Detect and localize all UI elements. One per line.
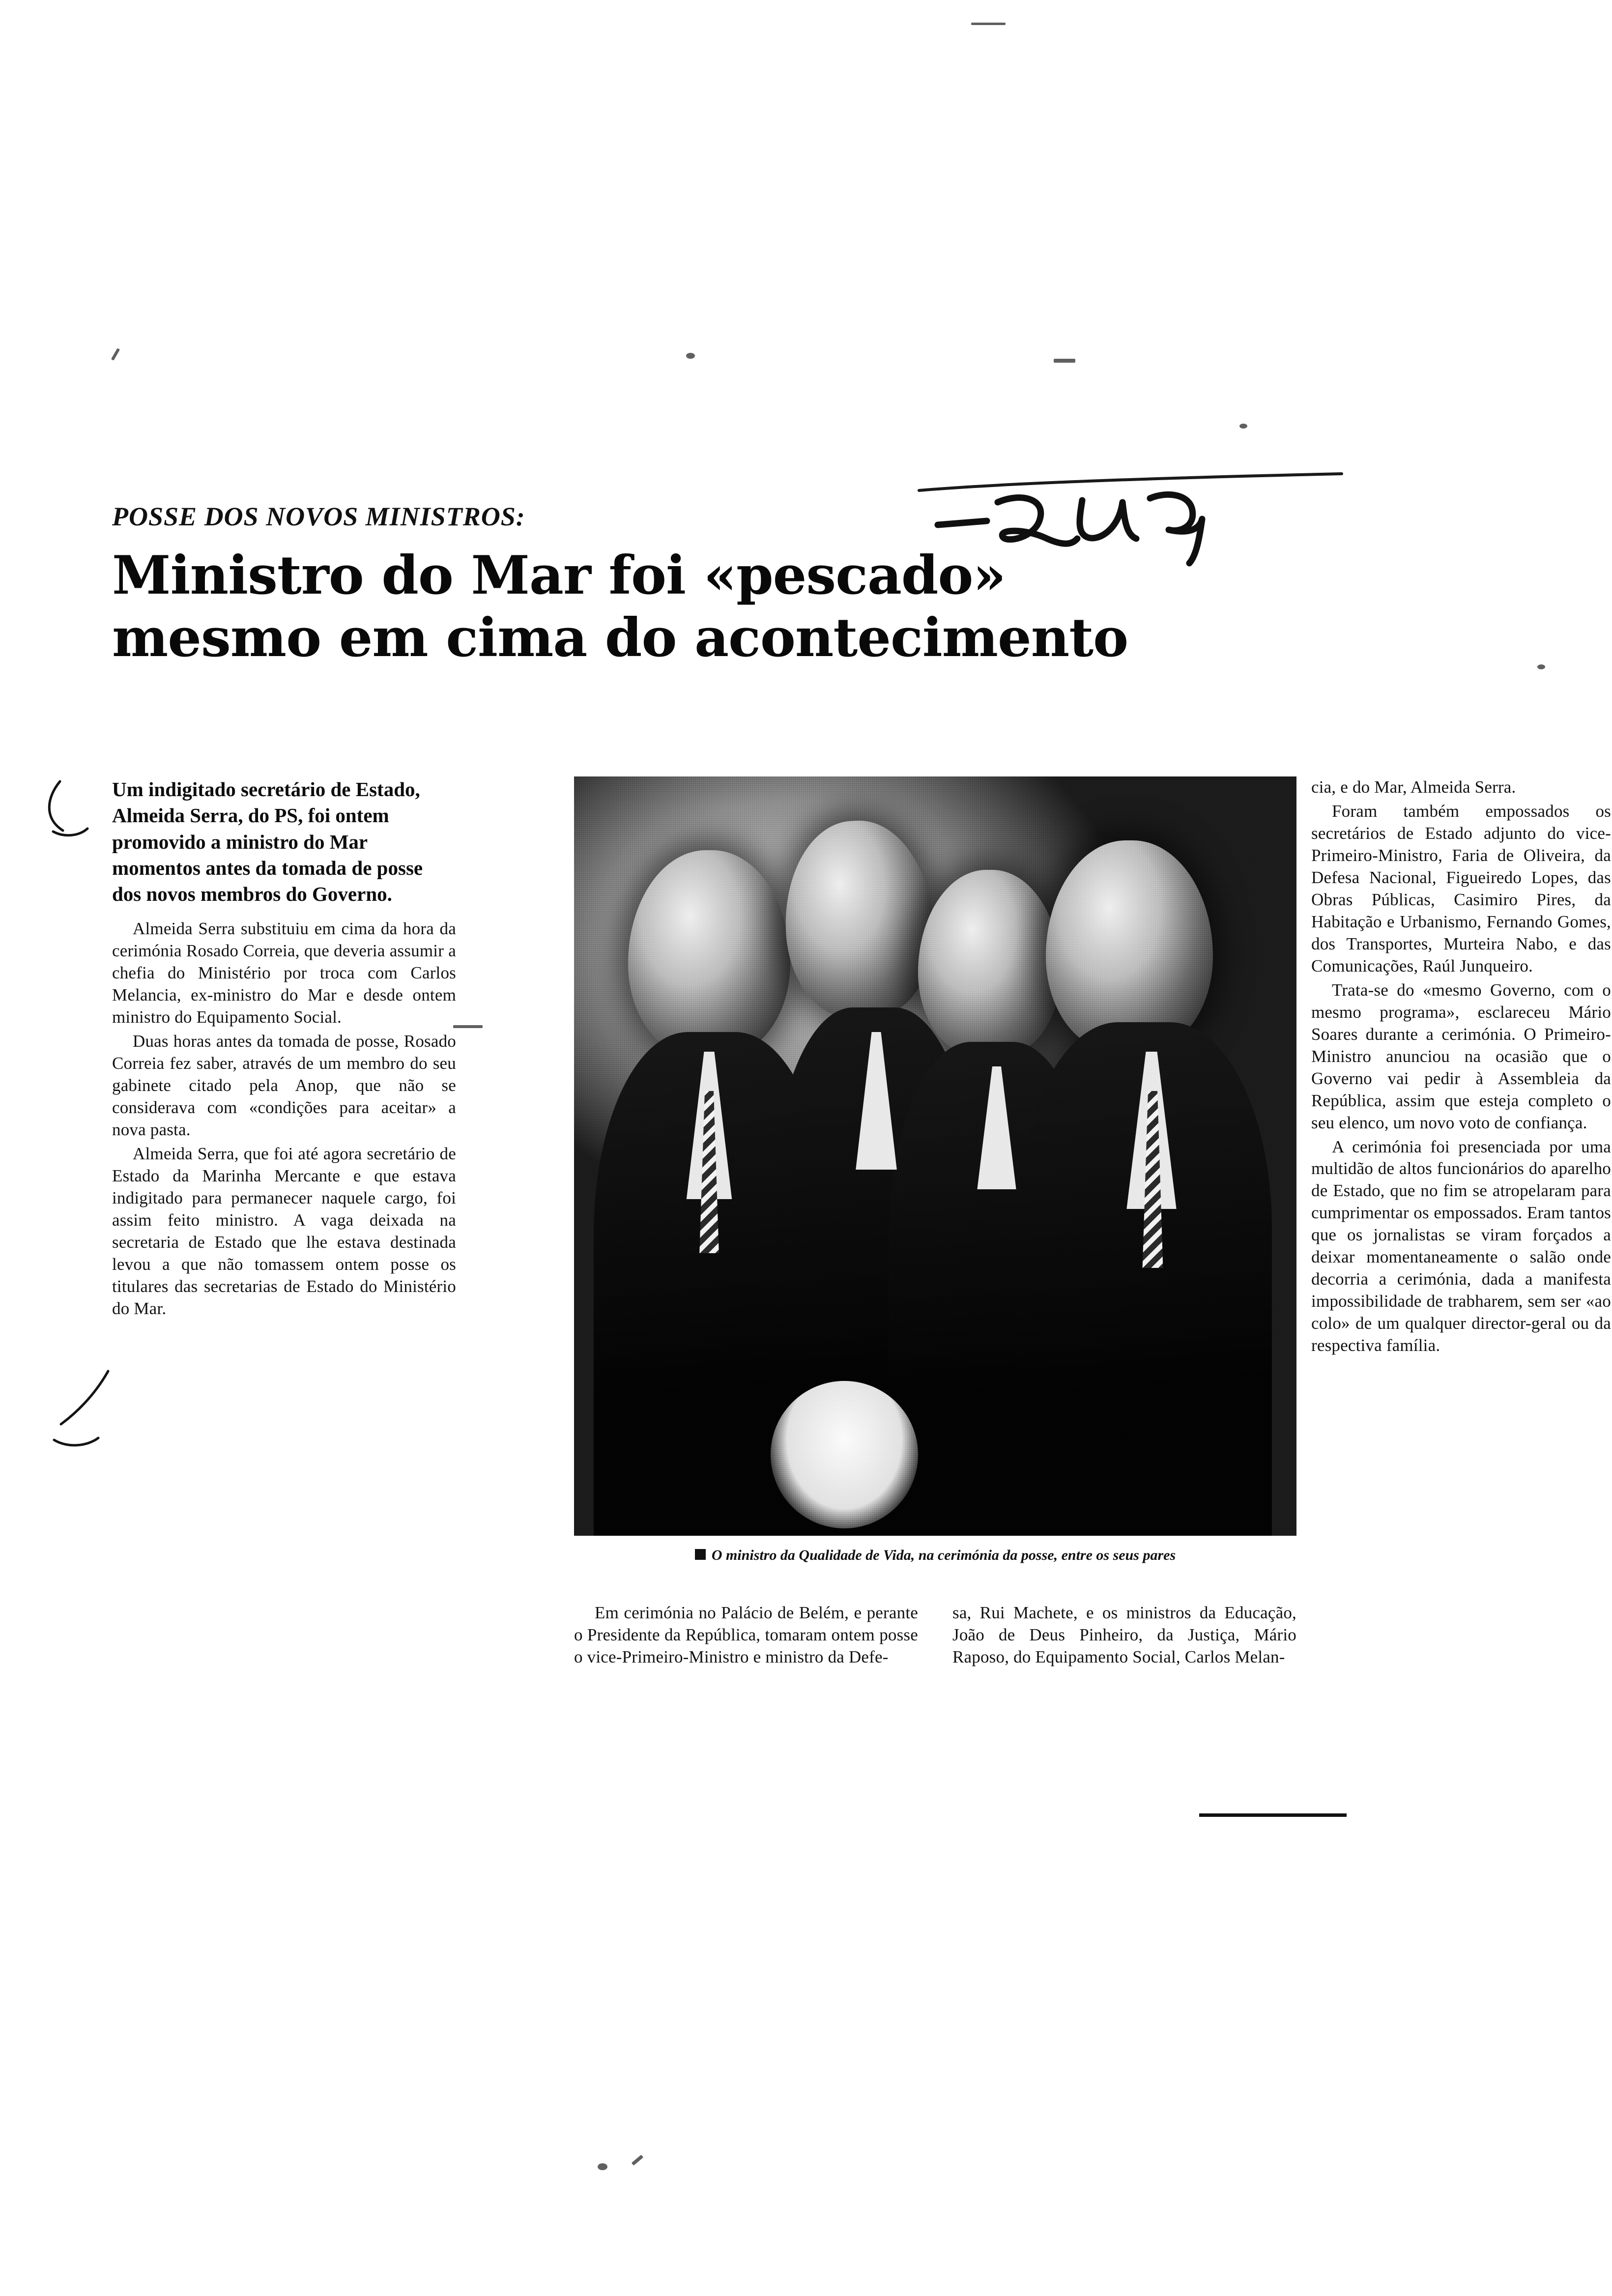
paragraph: Almeida Serra substituiu em cima da hora da cerimónia Rosado Correia, que deveria assumir a chefia do Ministério por troca com Carlos Melancia, ex-ministro do Mar e desde ontem ministro do Equipamento Social.: [112, 919, 456, 1027]
article-header: [112, 501, 1508, 670]
paragraph: Duas horas antes da tomada de posse, Rosado Correia fez saber, através de um membro do seu gabinete citado pela Anop, que não se considerava com «condições para aceitar» a nova pasta.: [112, 1032, 456, 1140]
paragraph: Trata-se do «mesmo Governo, com o mesmo programa», esclareceu Mário Soares durante a cerimónia. O Primeiro-Ministro anunciou na ocasião que o Governo vai pedir à Assembleia da República, assim que esteja completo o seu elenco, um novo voto de confiança.: [1311, 980, 1611, 1132]
pen-underline-top: [914, 472, 1347, 501]
article-headline: [112, 545, 1508, 670]
under-photo-columns: [574, 1602, 1296, 1808]
column-right: [1311, 776, 1611, 1359]
scan-speck: [598, 2163, 607, 2170]
column-under-photo-b: [952, 1602, 1296, 1670]
headline-line-1: Ministro do Mar foi «pescado»: [112, 545, 1006, 606]
square-bullet-icon: [695, 1549, 706, 1560]
lede-paragraph: Um indigitado secretário de Estado, Almeida Serra, do PS, foi ontem promovido a ministro do Mar momentos antes da tomada de posse dos novos membros do Governo.: [112, 778, 423, 906]
scan-speck: [686, 353, 695, 359]
end-rule: [1199, 1813, 1347, 1817]
scan-speck: [971, 23, 1006, 25]
scan-speck: [1239, 424, 1247, 429]
photo-caption-text: O ministro da Qualidade de Vida, na cerimónia da posse, entre os seus pares: [711, 1547, 1176, 1563]
paragraph: Foram também empossados os secretários de Estado adjunto do vice-Primeiro-Ministro, Faria de Oliveira, da Defesa Nacional, Figueiredo Lopes, das Obras Públicas, Casimiro Pires, da Habitação e Urbanismo, Fernando Gomes, dos Transportes, Murteira Nabo, e das Comunicações, Raúl Junqueiro.: [1311, 801, 1611, 976]
article-photo: [574, 776, 1296, 1536]
scan-speck: [111, 348, 120, 361]
paragraph: sa, Rui Machete, e os ministros da Educação, João de Deus Pinheiro, da Justiça, Mário Raposo, do Equipamento Social, Carlos Melan-: [952, 1603, 1296, 1666]
scan-speck: [1537, 664, 1545, 669]
paragraph: Almeida Serra, que foi até agora secretário de Estado da Marinha Mercante e que estava indigitado para permanecer naquele cargo, foi assim feito ministro. A vaga deixada na secretaria de Estado que lhe estava destinada levou a que não tomassem ontem posse os titulares das secretarias de Estado do Ministério do Mar.: [112, 1144, 456, 1318]
article-kicker: POSSE DOS NOVOS MINISTROS:: [112, 502, 525, 531]
paragraph: A cerimónia foi presenciada por uma multidão de altos funcionários do aparelho de Estado, que no fim se atropelaram para cumprimentar os empossados. Eram tantos que os jornalistas se viram forçados a deixar momentaneamente o salão onde decorria a cerimónia, dada a manifesta impossibilidade de trabharem, sem ser «ao colo» de um qualquer director-geral ou da respectiva família.: [1311, 1137, 1611, 1355]
pen-margin-mark-top: [40, 776, 104, 845]
paragraph: Em cerimónia no Palácio de Belém, e perante o Presidente da República, tomaram ontem posse o vice-Primeiro-Ministro e ministro da Defe-: [574, 1603, 918, 1666]
headline-line-2: mesmo em cima do acontecimento: [112, 607, 1128, 669]
scan-speck: [632, 2154, 643, 2165]
column-left: [112, 776, 456, 1322]
photo-caption: [574, 1546, 1296, 1565]
paragraph: cia, e do Mar, Almeida Serra.: [1311, 777, 1516, 797]
halftone-grain: [574, 776, 1296, 1536]
scan-speck: [1054, 359, 1075, 363]
column-under-photo-a: [574, 1602, 918, 1670]
article-body: [112, 776, 1611, 1808]
photo-image: [574, 776, 1296, 1536]
